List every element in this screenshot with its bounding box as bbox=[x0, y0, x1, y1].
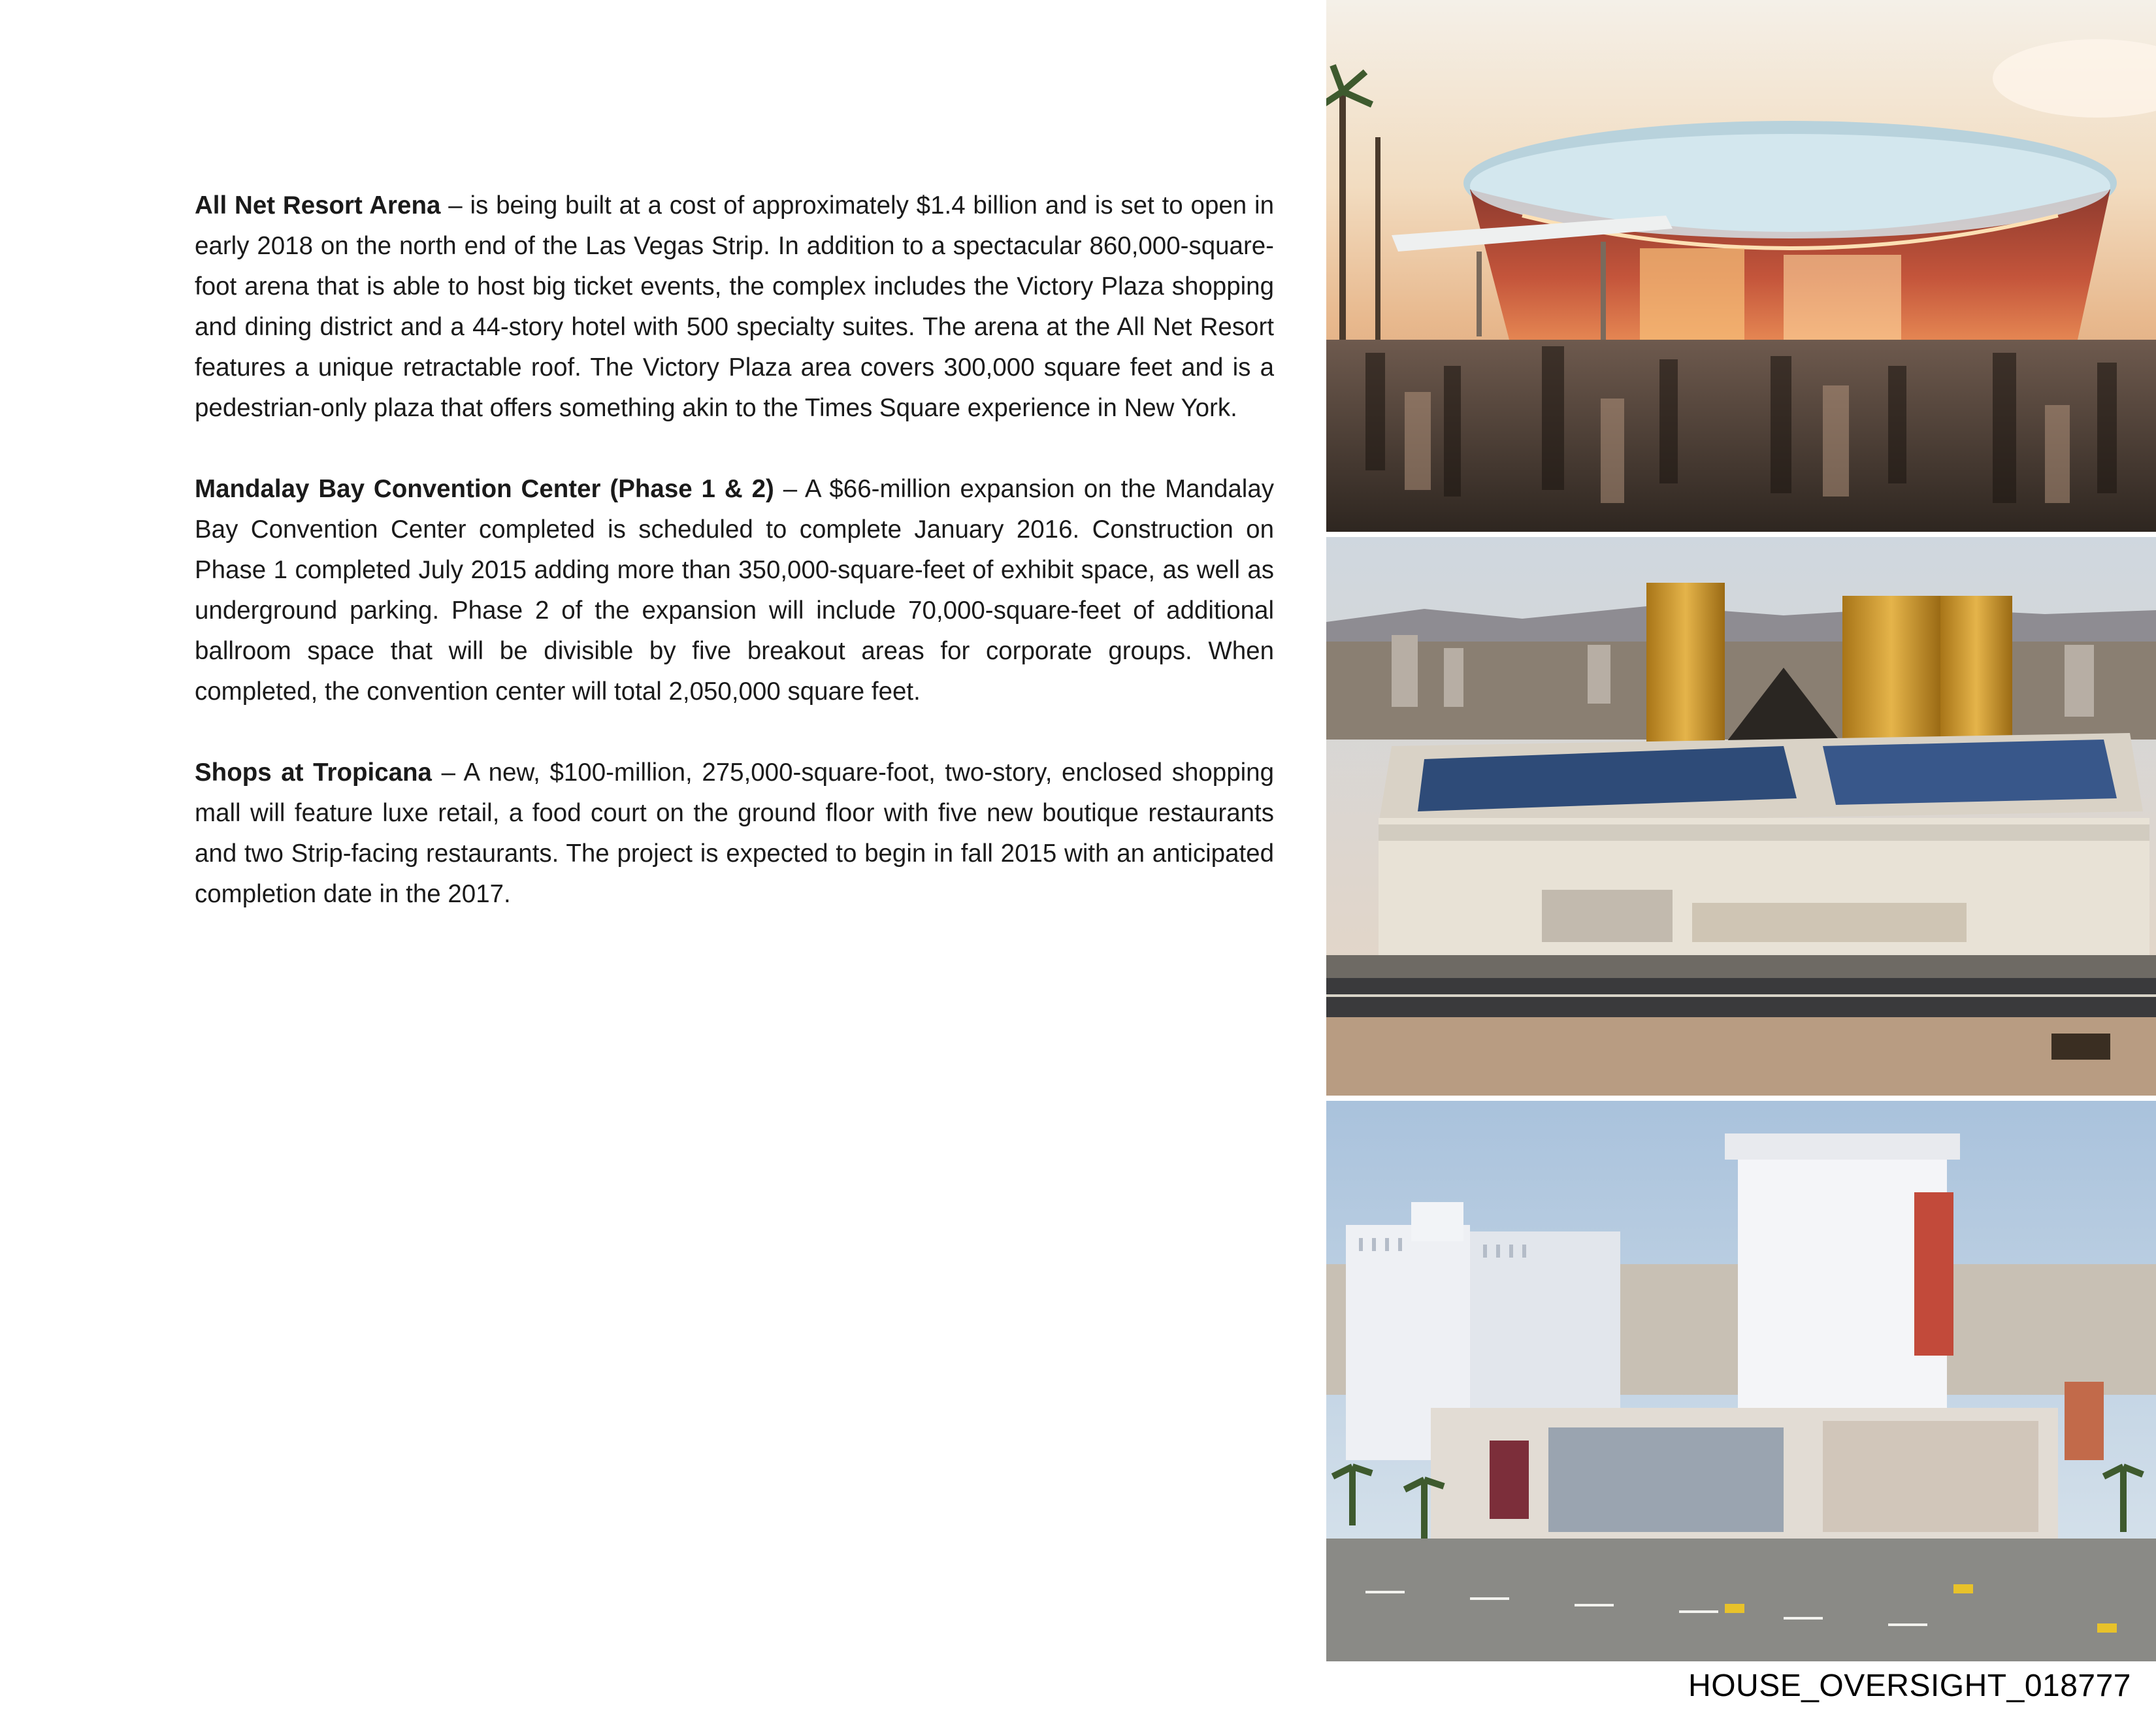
section-body: – A new, $100-million, 275,000-square-foot, two-story, enclosed shopping mall will feature luxe retail, a food court on the ground floor with five new boutique restaurants and two Strip-facing restaurants. The project is expected to begin in fall 2015 with an anticipated completion date in the 2017. bbox=[195, 758, 1274, 908]
section-title: Shops at Tropicana bbox=[195, 758, 432, 787]
arena-photo bbox=[1326, 0, 2156, 532]
text-column bbox=[195, 186, 1274, 955]
section-title: Mandalay Bay Convention Center (Phase 1 & 2) bbox=[195, 475, 774, 503]
tropicana-photo bbox=[1326, 1101, 2156, 1661]
section-body: – A $66-million expansion on the Mandalay Bay Convention Center completed is scheduled to complete January 2016. Construction on Phase 1 completed July 2015 adding more than 350,000-square-feet of exhibit space, as well as underground parking. Phase 2 of the expansion will include 70,000-square-feet of additional ballroom space that will be divisible by five breakout areas for corporate groups. When completed, the convention center will total 2,050,000 square feet. bbox=[195, 475, 1274, 706]
section-shops-tropicana bbox=[195, 753, 1274, 915]
mandalay-bay-photo bbox=[1326, 537, 2156, 1096]
section-body: – is being built at a cost of approximately $1.4 billion and is set to open in early 2018 on the north end of the Las Vegas Strip. In addition to a spectacular 860,000-square-foot arena that is able to host big ticket events, the complex includes the Victory Plaza shopping and dining district and a 44-story hotel with 500 specialty suites. The arena at the All Net Resort features a unique retractable roof. The Victory Plaza area covers 300,000 square feet and is a pedestrian-only plaza that offers something akin to the Times Square experience in New York. bbox=[195, 191, 1275, 422]
section-title: All Net Resort Arena bbox=[195, 191, 441, 220]
section-all-net-arena bbox=[195, 186, 1274, 429]
section-mandalay-bay bbox=[195, 469, 1274, 712]
document-id: HOUSE_OVERSIGHT_018777 bbox=[1688, 1669, 2131, 1703]
